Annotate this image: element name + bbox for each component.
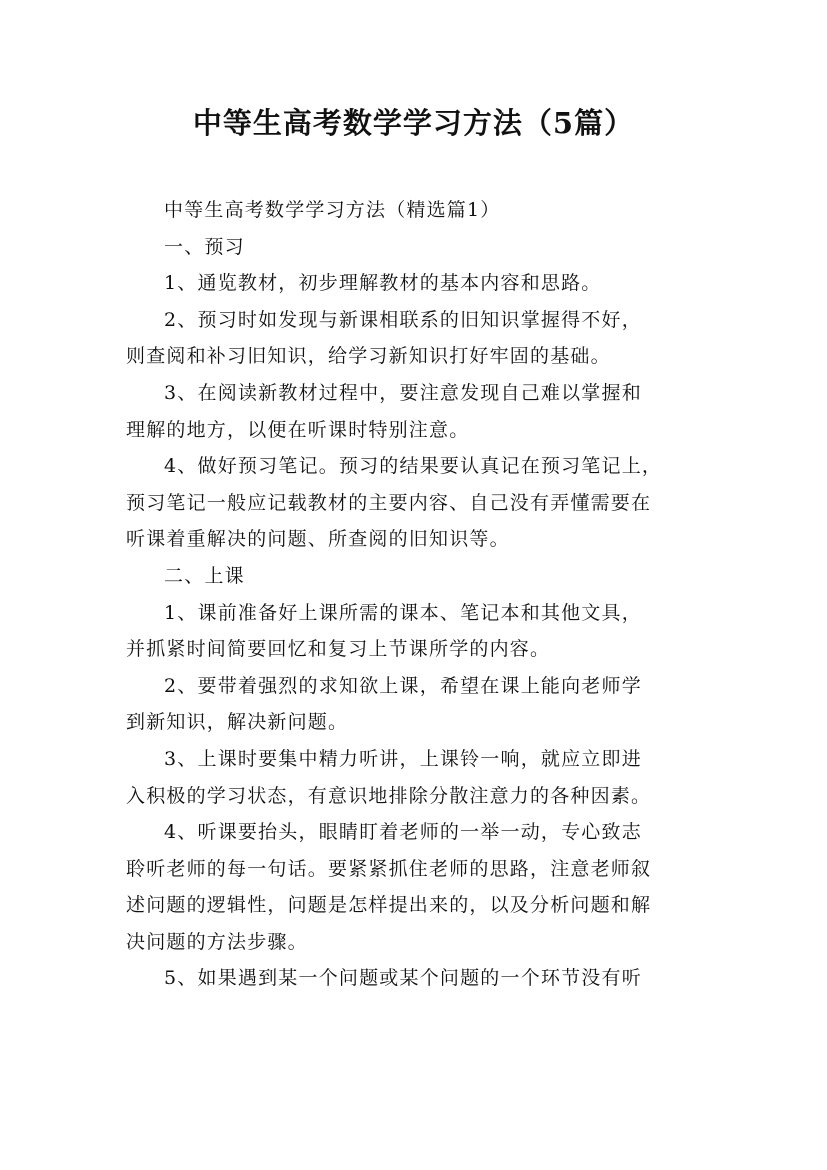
text-line: 1、课前准备好上课所需的课本、笔记本和其他文具，: [164, 601, 642, 624]
text-line: 5、如果遇到某一个问题或某个问题的一个环节没有听: [164, 967, 642, 990]
paragraph: [126, 448, 712, 558]
text-line: 1、通览教材，初步理解教材的基本内容和思路。: [164, 272, 602, 295]
text-line: 听课着重解决的问题、所查阅的旧知识等。: [126, 528, 510, 551]
text-line: 预习笔记一般应记载教材的主要内容、自己没有弄懂需要在: [126, 491, 652, 514]
paragraph: [126, 960, 712, 997]
text-line: 4、做好预习笔记。预习的结果要认真记在预习笔记上，: [164, 455, 663, 478]
text-line: 到新知识，解决新问题。: [126, 711, 349, 734]
paragraph: [126, 595, 712, 668]
text-line: 2、要带着强烈的求知欲上课，希望在课上能向老师学: [164, 674, 642, 697]
text-line: 一、预习: [164, 235, 245, 258]
text-line: 则查阅和补习旧知识，给学习新知识打好牢固的基础。: [126, 345, 611, 368]
paragraph: [126, 265, 712, 302]
paragraph: [126, 375, 712, 448]
text-line: 理解的地方，以便在听课时特别注意。: [126, 418, 470, 441]
text-line: 二、上课: [164, 564, 245, 587]
text-line: 并抓紧时间简要回忆和复习上节课所学的内容。: [126, 638, 551, 661]
subsection-heading: [126, 558, 712, 595]
text-line: 决问题的方法步骤。: [126, 930, 308, 953]
text-line: 中等生高考数学学习方法（精选篇1）: [164, 199, 501, 221]
text-line: 2、预习时如发现与新课相联系的旧知识掌握得不好，: [164, 308, 642, 331]
paragraph: [126, 814, 712, 960]
text-line: 3、上课时要集中精力听讲，上课铃一响，就应立即进: [164, 747, 642, 770]
document-body: [126, 192, 712, 997]
document-title: 中等生高考数学学习方法（5篇）: [192, 106, 635, 140]
text-line: 3、在阅读新教材过程中，要注意发现自己难以掌握和: [164, 381, 642, 404]
paragraph: [126, 668, 712, 741]
paragraph: [126, 741, 712, 814]
paragraph: [126, 302, 712, 375]
text-line: 入积极的学习状态，有意识地排除分散注意力的各种因素。: [126, 784, 652, 807]
subsection-heading: [126, 229, 712, 266]
text-line: 4、听课要抬头，眼睛盯着老师的一举一动，专心致志: [164, 821, 642, 844]
section-heading: [126, 192, 712, 229]
text-line: 述问题的逻辑性，问题是怎样提出来的，以及分析问题和解: [126, 894, 652, 917]
text-line: 聆听老师的每一句话。要紧紧抓住老师的思路，注意老师叙: [126, 857, 652, 880]
